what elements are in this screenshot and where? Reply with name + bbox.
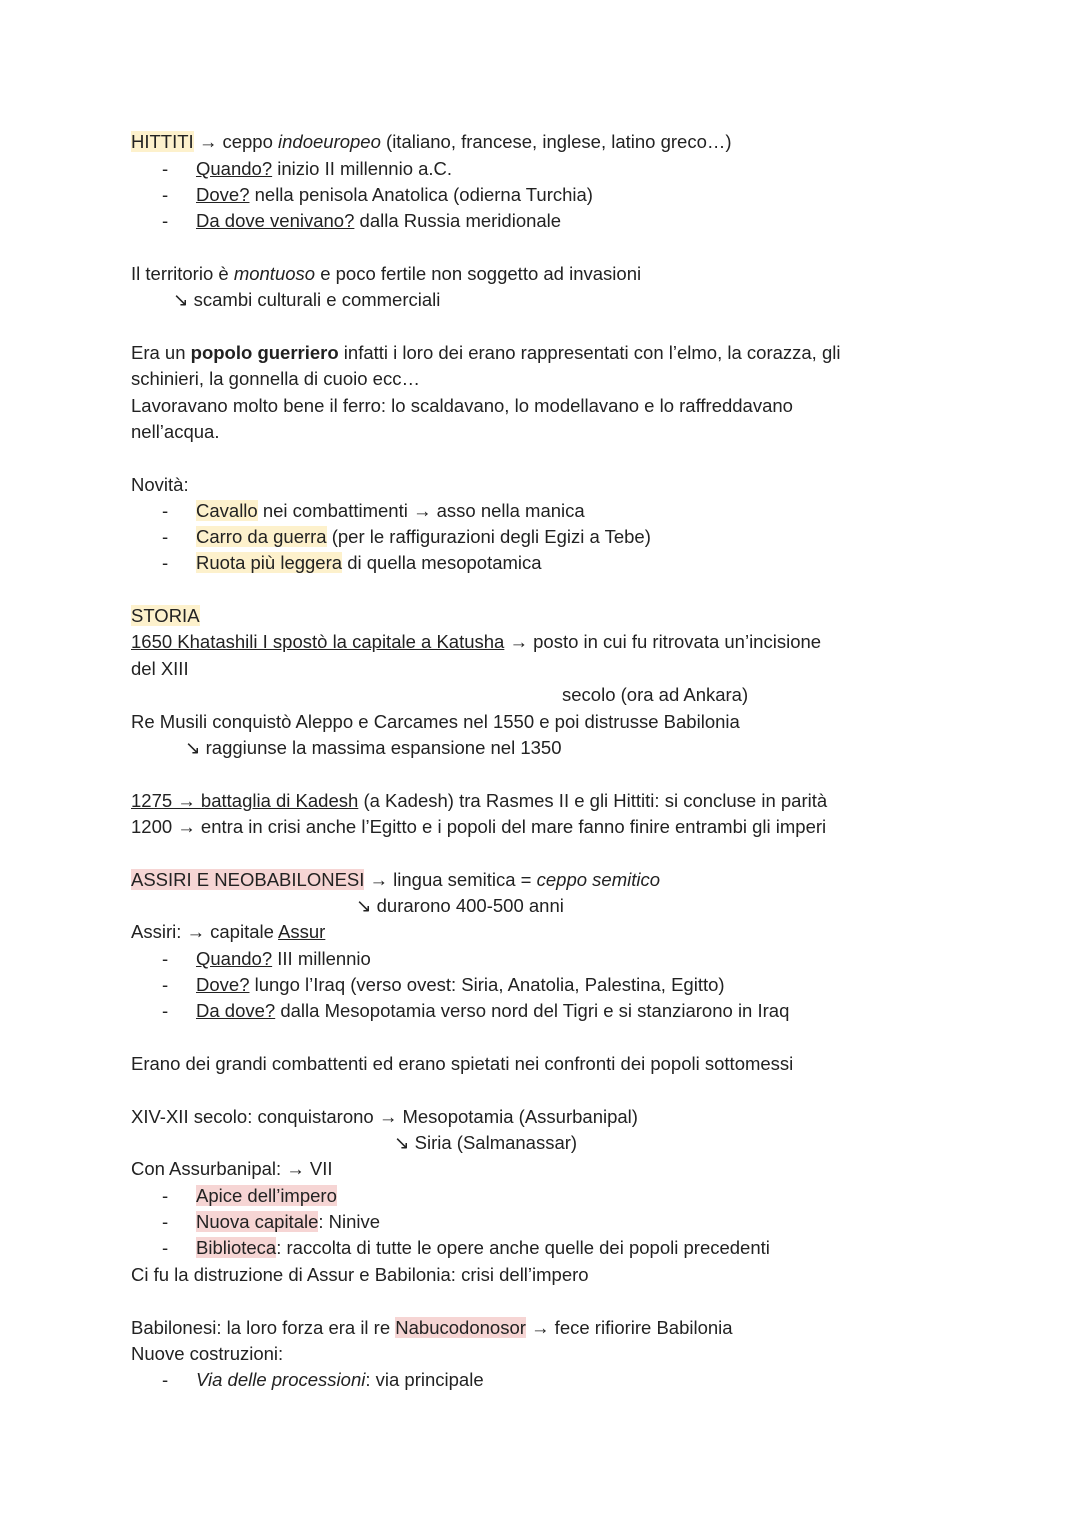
hittiti-heading-line: HITTITI → ceppo indoeuropeo (italiano, francese, inglese, latino greco…) xyxy=(131,131,732,152)
storia-heading: STORIA xyxy=(131,605,200,626)
sub-note: ↘ scambi culturali e commerciali xyxy=(173,289,441,310)
list-item: Ruota più leggera di quella mesopotamica xyxy=(196,552,542,573)
paragraph: Babilonesi: la loro forza era il re Nabucodonosor → fece rifiorire Babilonia xyxy=(131,1317,733,1338)
paragraph: Era un popolo guerriero infatti i loro dei erano rappresentati con l’elmo, la corazza, gli xyxy=(131,342,841,363)
list-item: Da dove venivano? dalla Russia meridionale xyxy=(196,210,562,231)
hittiti-title: HITTITI xyxy=(131,131,194,152)
list-item: Apice dell’impero xyxy=(196,1185,337,1206)
list-item: Via delle processioni: via principale xyxy=(196,1369,484,1390)
document-page: HITTITI → ceppo indoeuropeo (italiano, francese, inglese, latino greco…) - Quando? inizio II millennio a.C. - Dove? nella penisola Anatolica (odierna Turchia) - Da dove venivano? dalla Russia meridionale Il territorio è montuoso e poco fertile non soggetto ad invasioni ↘ scambi culturali e commerciali Era un popolo guerriero infatti i loro dei erano rappresentati con l’elmo, la corazza, gli schinieri, la gonnella di cuoio ecc… Lavoravano molto bene il ferro: lo scaldavano, lo modellavano e lo raffreddavano nell’acqua. Novità: - Cavallo nei combattimenti → asso nella manica - Carro da guerra (per le raffigurazioni degli Egizi a Tebe) - Ruota più leggera di quella mesopotamica STORIA 1650 Khatashili I spostò la capitale a Katusha → posto in cui fu ritrovata un’incisione del XIII secolo (ora ad Ankara) Re Musili conquistò Aleppo e Carcames nel 1550 e poi distrusse Babilonia ↘ raggiunse la massima espansione nel 1350 1275 → battaglia di Kadesh (a Kadesh) tra Rasmes II e gli Hittiti: si concluse in parità 1200 → entra in crisi anche l’Egitto e i popoli del mare fanno finire entrambi gli imperi ASSIRI E NEOBABILONESI → lingua semitica = ceppo semitico ↘ durarono 400-500 anni Assiri: → capitale Assur - Quando? III millennio - Dove? lungo l’Iraq (verso ovest: Siria, Anatolia, Palestina, Egitto) - Da dove? dalla Mesopotamia verso nord del Tigri e si stanziarono in Iraq Erano dei grandi combattenti ed erano spietati nei confronti dei popoli sottomessi XIV-XII secolo: conquistarono → Mesopotamia (Assurbanipal) ↘ Siria (Salmanassar) Con Assurbanipal: → VII - Apice dell’impero - Nuova capitale: Ninive - Biblioteca: raccolta di tutte le opere anche quelle dei popoli precedenti Ci fu la distruzione di Assur e Babilonia: crisi dell’impero Babilonesi: la loro forza era il re Nabucodonosor → fece rifiorire Babilonia Nuove costruzioni: - Via delle processioni: via principale xyxy=(131,131,841,1390)
list-item: Biblioteca: raccolta di tutte le opere anche quelle dei popoli precedenti xyxy=(196,1237,770,1258)
paragraph: 1275 → battaglia di Kadesh (a Kadesh) tra Rasmes II e gli Hittiti: si concluse in parità xyxy=(131,790,828,811)
list-item: Da dove? dalla Mesopotamia verso nord del Tigri e si stanziarono in Iraq xyxy=(196,1000,790,1021)
list-item: Dove? lungo l’Iraq (verso ovest: Siria, Anatolia, Palestina, Egitto) xyxy=(196,974,725,995)
paragraph: 1650 Khatashili I spostò la capitale a Katusha → posto in cui fu ritrovata un’incisione xyxy=(131,631,822,652)
list-item: Quando? III millennio xyxy=(196,948,371,969)
novita-heading: Novità: xyxy=(131,474,189,495)
list-item: Cavallo nei combattimenti → asso nella manica xyxy=(196,500,585,521)
list-item: Dove? nella penisola Anatolica (odierna Turchia) xyxy=(196,184,593,205)
paragraph: Il territorio è montuoso e poco fertile non soggetto ad invasioni xyxy=(131,263,642,284)
sub-note: ↘ raggiunse la massima espansione nel 1350 xyxy=(185,737,562,758)
list-item: Quando? inizio II millennio a.C. xyxy=(196,158,453,179)
assiri-heading-line: ASSIRI E NEOBABILONESI → lingua semitica = ceppo semitico xyxy=(131,869,661,890)
sub-note: ↘ durarono 400-500 anni xyxy=(356,895,564,916)
list-item: Nuova capitale: Ninive xyxy=(196,1211,381,1232)
list-item: Carro da guerra (per le raffigurazioni degli Egizi a Tebe) xyxy=(196,526,651,547)
sub-note: ↘ Siria (Salmanassar) xyxy=(394,1132,578,1153)
